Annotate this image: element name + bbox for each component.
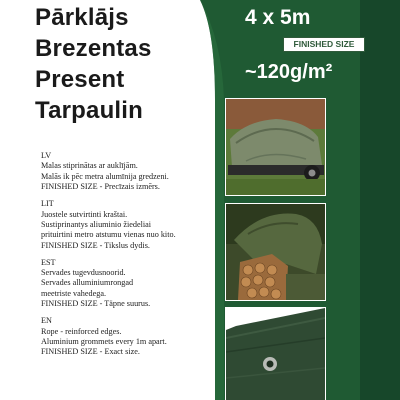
lang-line: FINISHED SIZE - Precīzais izmērs. — [41, 182, 160, 192]
lang-line: Rope - reinforced edges. — [41, 326, 122, 336]
lang-block-lv — [41, 151, 226, 193]
lang-code: LIT — [41, 199, 54, 209]
lang-line: FINISHED SIZE - Täpne suurus. — [41, 299, 151, 309]
tarp-covering-firewood-photo — [225, 203, 326, 301]
title-latvian: Pārklājs — [35, 4, 129, 31]
lang-line: Servades tugevdusnoorid. — [41, 268, 126, 278]
lang-line: Aluminium grommets every 1m apart. — [41, 337, 167, 346]
finished-size-badge: FINISHED SIZE — [283, 37, 365, 52]
lang-code: EST — [41, 257, 56, 267]
lang-line: Malās ik pēc metra alumīnija gredzeni. — [41, 171, 169, 181]
lang-block-lit — [41, 199, 226, 251]
tarp-covering-car-photo — [225, 98, 326, 196]
lang-block-en — [41, 316, 226, 358]
lang-line: Servades alluminiumrongad — [41, 278, 134, 288]
lang-line: Sustiprinantys aliuminio žiedeliai — [41, 219, 152, 229]
title-estonian: Present — [35, 66, 125, 93]
lang-line: Juostele sutvirtinti kraštai. — [41, 209, 128, 219]
multilingual-description — [41, 151, 226, 364]
lang-line: prituirtini metro atstumu vienas nuo kito. — [41, 230, 176, 240]
tarp-size: 4 x 5m — [245, 6, 311, 29]
folded-tarp-grommet-photo — [225, 307, 326, 400]
title-lithuanian: Brezentas — [35, 35, 152, 62]
lang-line: Malas stiprinātas ar auklījām. — [41, 161, 138, 171]
lang-line: FINISHED SIZE - Tikslus dydis. — [41, 240, 150, 250]
lang-code: LV — [41, 151, 52, 160]
lang-line: meetriste vahedega. — [41, 288, 107, 298]
title-english: Tarpaulin — [35, 97, 144, 124]
lang-code: EN — [41, 316, 52, 326]
tarp-weight: ~120g/m² — [245, 61, 333, 83]
product-title-block — [35, 2, 152, 126]
lang-line: FINISHED SIZE - Exact size. — [41, 347, 140, 357]
lang-block-est — [41, 258, 226, 310]
